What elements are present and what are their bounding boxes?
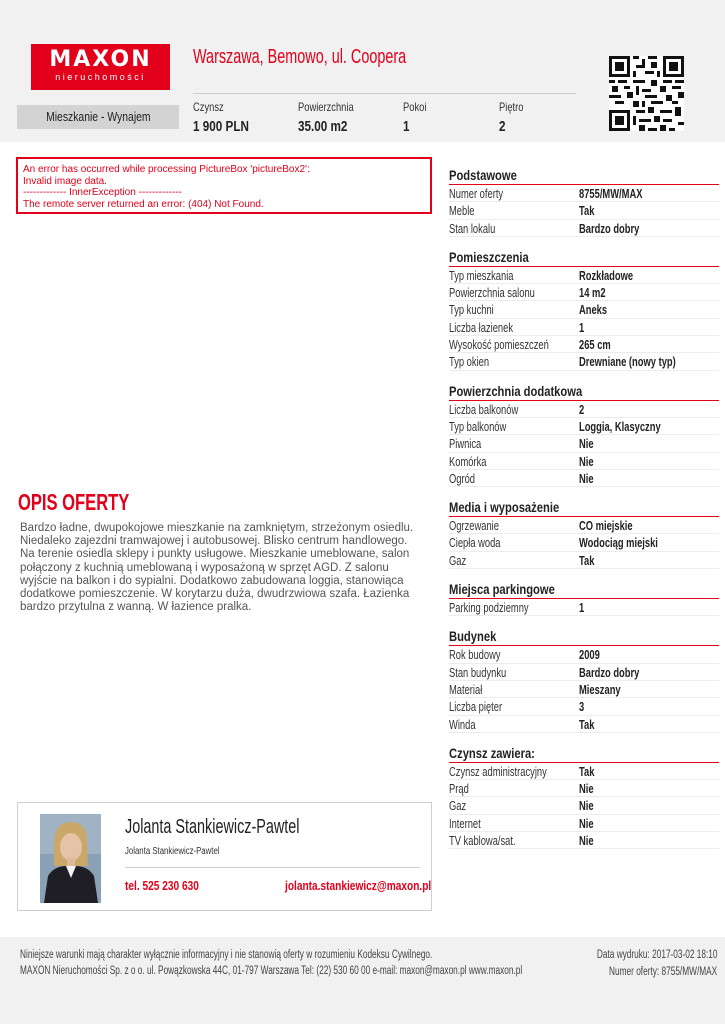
section-gap (449, 237, 719, 248)
spec-value: 2009 (579, 647, 600, 663)
spec-value: Loggia, Klasyczny (579, 418, 661, 434)
spec-value: Rozkładowe (579, 267, 634, 283)
spec-section-title: Powierzchnia dodatkowa (449, 382, 719, 401)
spec-key: Meble (449, 203, 475, 219)
spec-row (449, 401, 719, 418)
error-line: ------------- InnerException ------------- (23, 187, 182, 198)
spec-value: Mieszany (579, 681, 621, 697)
spec-row (449, 815, 719, 832)
spec-row (449, 763, 719, 780)
spec-row (449, 681, 719, 698)
spec-value: Nie (579, 833, 594, 849)
spec-key: Ogrzewanie (449, 518, 499, 534)
header-band (0, 0, 725, 142)
spec-row (449, 353, 719, 370)
spec-value: 265 cm (579, 337, 611, 353)
spec-value: Nie (579, 815, 594, 831)
spec-key: Gaz (449, 798, 467, 814)
spec-row (449, 716, 719, 733)
agent-photo (40, 814, 101, 903)
stat-rent (193, 100, 265, 137)
spec-key: Liczba pięter (449, 699, 503, 715)
print-date: Data wydruku: 2017-03-02 18:10 (596, 949, 717, 961)
logo-main-text: MAXON (49, 47, 152, 72)
spec-row (449, 470, 719, 487)
spec-value: 1 (579, 319, 585, 335)
spec-section-title: Media i wyposażenie (449, 498, 719, 517)
spec-key: Typ kuchni (449, 302, 494, 318)
spec-key: Materiał (449, 681, 483, 697)
stat-floor-value: 2 (499, 118, 506, 135)
spec-key: Stan budynku (449, 664, 507, 680)
spec-key: Typ okien (449, 354, 490, 370)
spec-value: 8755/MW/MAX (579, 186, 643, 201)
spec-key: Parking podziemny (449, 600, 529, 616)
spec-value: Drewniane (nowy typ) (579, 354, 676, 370)
agent-name: Jolanta Stankiewicz-Pawtel (125, 816, 300, 838)
offer-description: Bardzo ładne, dwupokojowe mieszkanie na zamkniętym, strzeżonym osiedlu. Niedaleko zajezdni tramwajowej i autobusowej. Blisko centrum handlowego. Na terenie osiedla sklepy i punkty usługowe. Mieszkanie umeblowane, salon połączony z kuchnią umeblowaną i wyposażoną w sprzęt AGD. Z salonu wyjście na balkon i do sypialni. Dodatkowo zabudowana loggia, stanowiąca dodatkowe pomieszczenie. W korytarzu duża, dwudrzwiowa szafa. Łazienka bardzo przytulna z wanną. W łazience pralka. (20, 522, 414, 614)
property-address: Warszawa, Bemowo, ul. Coopera (193, 46, 407, 68)
spec-row (449, 453, 719, 470)
spec-value: Nie (579, 453, 594, 469)
spec-key: Czynsz administracyjny (449, 763, 547, 779)
spec-key: Stan lokalu (449, 220, 496, 236)
spec-value: Aneks (579, 302, 608, 318)
section-gap (449, 371, 719, 382)
spec-section-title: Czynsz zawiera: (449, 744, 719, 763)
print-info (550, 947, 718, 981)
error-line: Invalid image data. (23, 175, 107, 187)
spec-row (449, 284, 719, 301)
spec-row (449, 418, 719, 435)
spec-row (449, 185, 719, 202)
footer-band (0, 937, 725, 1024)
spec-value: CO miejskie (579, 518, 633, 534)
agent-email-link[interactable]: jolanta.stankiewicz@maxon.pl (285, 878, 432, 893)
spec-key: Wysokość pomieszczeń (449, 337, 549, 353)
spec-key: Gaz (449, 552, 467, 568)
spec-value: Nie (579, 781, 594, 797)
spec-row (449, 202, 719, 219)
spec-value: 14 m2 (579, 285, 606, 301)
spec-value: Tak (579, 552, 595, 568)
address-divider (193, 93, 576, 94)
spec-value: Bardzo dobry (579, 664, 640, 680)
stat-area (298, 100, 369, 137)
image-error-box (16, 157, 432, 214)
stat-floor-label: Piętro (499, 100, 524, 114)
spec-row (449, 517, 719, 534)
spec-key: TV kablowa/sat. (449, 833, 516, 849)
spec-value: 3 (579, 699, 585, 715)
spec-row (449, 797, 719, 814)
stat-rent-value: 1 900 PLN (193, 118, 249, 135)
logo-sub-text: nieruchomości (55, 72, 146, 82)
agent-subname: Jolanta Stankiewicz-Pawtel (125, 846, 220, 857)
specs-panel (449, 166, 719, 849)
spec-row (449, 435, 719, 452)
spec-value: Nie (579, 436, 594, 452)
spec-section-title: Pomieszczenia (449, 248, 719, 267)
stat-rooms-value: 1 (403, 118, 410, 135)
company-info-line: MAXON Nieruchomości Sp. z o o. ul. Powązkowska 44C, 01-797 Warszawa Tel: (22) 530 60 00 e-mail: maxon@maxon.pl www.maxon.pl (20, 965, 523, 977)
spec-key: Numer oferty (449, 186, 504, 201)
spec-row (449, 267, 719, 284)
agent-divider (125, 867, 420, 868)
disclaimer-line: Niniejsze warunki mają charakter wyłącznie informacyjny i nie stanowią oferty w rozumieniu Kodeksu Cywilnego. (20, 949, 433, 961)
spec-row (449, 664, 719, 681)
offer-type-badge: Mieszkanie - Wynajem (17, 105, 179, 129)
stat-rooms (403, 100, 433, 137)
maxon-logo (31, 44, 170, 90)
spec-value: Nie (579, 798, 594, 814)
stat-area-value: 35.00 m2 (298, 118, 348, 135)
error-line: An error has occurred while processing PictureBox 'pictureBox2': (23, 164, 310, 175)
spec-section-title: Budynek (449, 627, 719, 646)
stat-area-label: Powierzchnia (298, 100, 354, 114)
spec-value: 1 (579, 600, 585, 616)
section-gap (449, 616, 719, 627)
spec-key: Winda (449, 716, 476, 732)
spec-row (449, 832, 719, 849)
spec-section-title: Podstawowe (449, 166, 719, 185)
spec-key: Ogród (449, 470, 476, 486)
spec-key: Prąd (449, 781, 469, 797)
spec-key: Liczba łazienek (449, 319, 514, 335)
section-gap (449, 569, 719, 580)
spec-row (449, 599, 719, 616)
spec-key: Powierzchnia salonu (449, 285, 535, 301)
agent-card (17, 802, 432, 911)
spec-value: Tak (579, 716, 595, 732)
qr-code-icon (609, 56, 684, 131)
spec-value: Wodociąg miejski (579, 535, 658, 551)
spec-section-title: Miejsca parkingowe (449, 580, 719, 599)
error-line: The remote server returned an error: (404) Not Found. (23, 198, 264, 210)
offer-title: OPIS OFERTY (18, 489, 130, 515)
spec-key: Internet (449, 815, 481, 831)
spec-value: Nie (579, 470, 594, 486)
spec-key: Typ balkonów (449, 418, 507, 434)
spec-row (449, 534, 719, 551)
spec-key: Ciepła woda (449, 535, 501, 551)
spec-key: Piwnica (449, 436, 482, 452)
spec-value: Tak (579, 203, 595, 219)
agent-phone-link[interactable]: tel. 525 230 630 (125, 878, 199, 893)
spec-row (449, 336, 719, 353)
stat-rooms-label: Pokoi (403, 100, 427, 114)
spec-row (449, 319, 719, 336)
spec-key: Rok budowy (449, 647, 501, 663)
spec-row (449, 220, 719, 237)
section-gap (449, 733, 719, 744)
stat-rent-label: Czynsz (193, 100, 224, 114)
spec-value: Bardzo dobry (579, 220, 640, 236)
spec-key: Komórka (449, 453, 487, 469)
spec-row (449, 301, 719, 318)
spec-row (449, 646, 719, 663)
spec-row (449, 552, 719, 569)
spec-key: Liczba balkonów (449, 401, 519, 417)
section-gap (449, 487, 719, 498)
spec-row (449, 780, 719, 797)
stat-floor (499, 100, 530, 137)
spec-value: 2 (579, 401, 585, 417)
spec-row (449, 698, 719, 715)
spec-key: Typ mieszkania (449, 267, 514, 283)
spec-value: Tak (579, 763, 595, 779)
footer-offer-number: Numer oferty: 8755/MW/MAX (608, 966, 717, 978)
